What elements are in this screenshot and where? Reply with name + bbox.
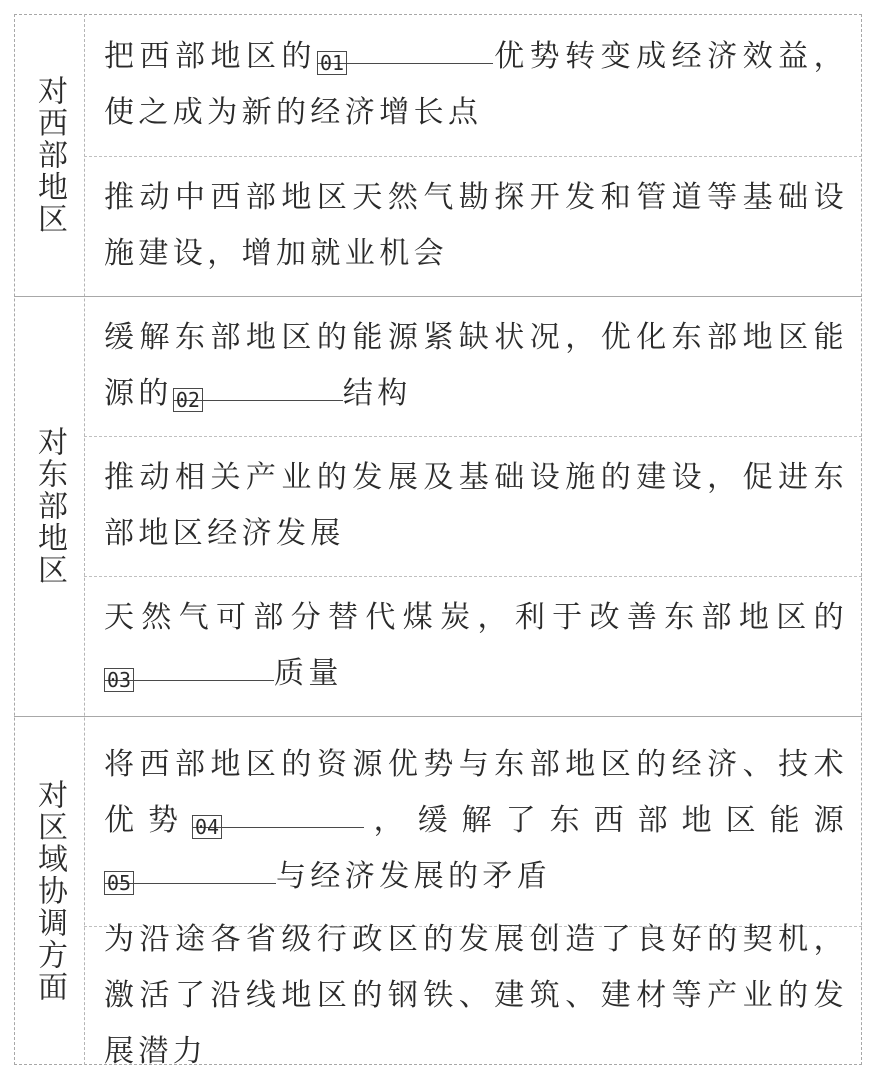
category-east [14,296,84,716]
category-regional [14,716,84,1065]
cell-text [104,29,848,141]
cell-segment: 缓解东部地区的能源紧缺状况，优化东部地区能源的 [104,320,848,411]
category-label: 对西部地区 [32,75,67,235]
table-cell [84,921,862,1069]
answer-blank[interactable] [317,35,493,75]
answer-blank[interactable] [104,652,274,692]
cell-segment: 结构 [342,376,412,411]
blank-number: 01 [317,51,347,75]
category-label: 对东部地区 [32,426,67,586]
cell-segment: 质量 [274,656,343,691]
category-west [14,14,84,296]
cell-segment: 与经济发展的矛盾 [276,859,552,894]
cell-text [104,912,848,1080]
blank-number: 02 [173,388,203,412]
cell-text [104,737,848,905]
cell-text [104,310,848,422]
table-cell [84,576,862,716]
cell-segment: 推动相关产业的发展及基础设施的建设，促进东部地区经济发展 [104,460,848,551]
answer-blank[interactable] [192,799,364,839]
cell-segment: 推动中西部地区天然气勘探开发和管道等基础设施建设，增加就业机会 [104,180,848,271]
table-cell [84,436,862,576]
table-cell [84,14,862,156]
table-cell [84,156,862,296]
category-label: 对区域协调方面 [32,778,67,1003]
cell-segment: 为沿途各省级行政区的发展创造了良好的契机，激活了沿线地区的钢铁、建筑、建材等产业的发展潜力 [104,921,848,1069]
answer-blank[interactable] [173,372,343,412]
cell-text [104,450,848,562]
cell-segment: 将西部地区的资源优势与东部地区的经济、技术优势 [104,747,848,838]
table-cell [84,296,862,436]
table-cell [84,716,862,926]
cell-segment: 把西部地区的 [104,39,317,74]
cell-segment: 天然气可部分替代煤炭，利于改善东部地区的 [104,600,848,635]
answer-blank[interactable] [104,855,276,895]
blank-number: 05 [104,871,134,895]
cell-text [104,590,848,702]
cell-text [104,170,848,282]
blank-number: 03 [104,668,134,692]
blank-number: 04 [192,815,222,839]
cell-segment: 优势转变成经济效益，使之成为新的经济增长点 [104,39,848,130]
cell-segment: ，缓解了东西部地区能源 [364,803,848,838]
